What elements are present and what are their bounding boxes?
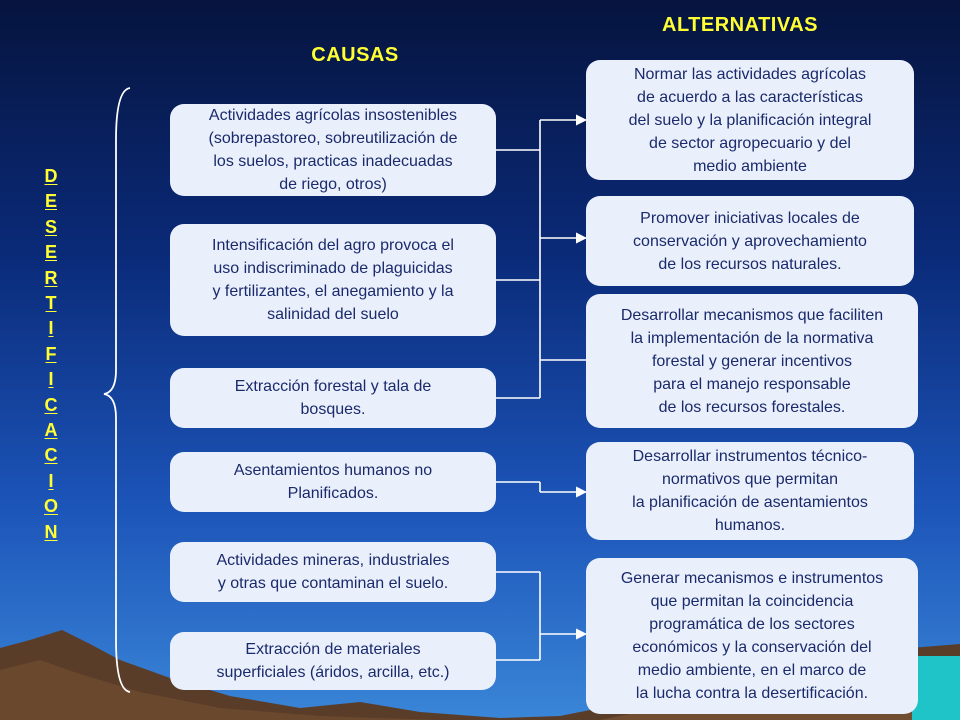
vertical-letter: R [44,267,58,288]
causas-heading: CAUSAS [311,44,399,66]
connector-group-3 [496,572,586,660]
cause-box-agro-intensification [170,224,496,336]
alternativas-heading: ALTERNATIVAS [662,14,818,36]
vertical-letter: T [45,293,57,314]
cause-text: Extracción de materiales superficiales (áridos, arcilla, etc.) [216,641,450,681]
connector-group-1 [496,120,586,398]
alternative-box-settlement-planning [586,442,914,540]
vertical-letter: C [44,394,58,415]
vertical-letter: D [44,166,58,186]
vertical-letter: E [44,242,57,263]
alternative-text: Desarrollar instrumentos técnico- normativos que permitan la planificación de asentamientos humanos. [632,448,868,534]
grouping-brace [104,88,130,692]
cause-box-agricultural [170,104,496,196]
cause-text: Asentamientos humanos no Planificados. [233,462,433,502]
cause-text: Intensificación del agro provoca el uso indiscriminado de plaguicidas y fertilizantes, el anegamiento y la salinidad del suelo [212,237,454,323]
alternative-box-sector-coordination [586,558,918,714]
vertical-letter: O [43,496,58,517]
vertical-letter: C [44,445,58,466]
cause-text: Extracción forestal y tala de bosques. [234,378,432,418]
alternative-box-forest-mechanisms [586,294,918,428]
alternative-text: Generar mecanismos e instrumentos que permitan la coincidencia programática de los sectores económicos y la conservación del medio ambiente, en el marco de la lucha contra la desertificación. [620,570,884,702]
cause-box-forest-extraction [170,368,496,428]
alternative-box-agricultural-norms [586,60,914,180]
connector-group-2 [496,482,586,492]
alternative-text: Desarrollar mecanismos que faciliten la implementación de la normativa forestal y generar incentivos para el manejo responsable de los recursos forestales. [620,306,884,416]
vertical-letter: I [48,470,54,491]
cause-box-human-settlements [170,452,496,512]
cause-text: Actividades agrícolas insostenibles (sobrepastoreo, sobreutilización de los suelos, practicas inadecuadas de riego, otros) [208,107,458,193]
vertical-letter: E [44,191,57,212]
vertical-letter: A [44,420,58,441]
alternative-text: Normar las actividades agrícolas de acuerdo a las características del suelo y la planificación integral de sector agropecuario y del medio ambiente [628,65,872,175]
vertical-letter: F [45,343,57,364]
alternative-text: Promover iniciativas locales de conservación y aprovechamiento de los recursos naturales. [633,209,867,273]
vertical-letter: I [48,369,54,390]
cause-text: Actividades mineras, industriales y otras que contaminan el suelo. [216,552,450,592]
cause-box-mining-industry [170,542,496,602]
vertical-letter: N [44,521,58,542]
alternative-box-local-initiatives [586,196,914,286]
vertical-letter: I [48,318,54,339]
vertical-letter: S [44,216,57,237]
cause-box-surface-materials [170,632,496,690]
